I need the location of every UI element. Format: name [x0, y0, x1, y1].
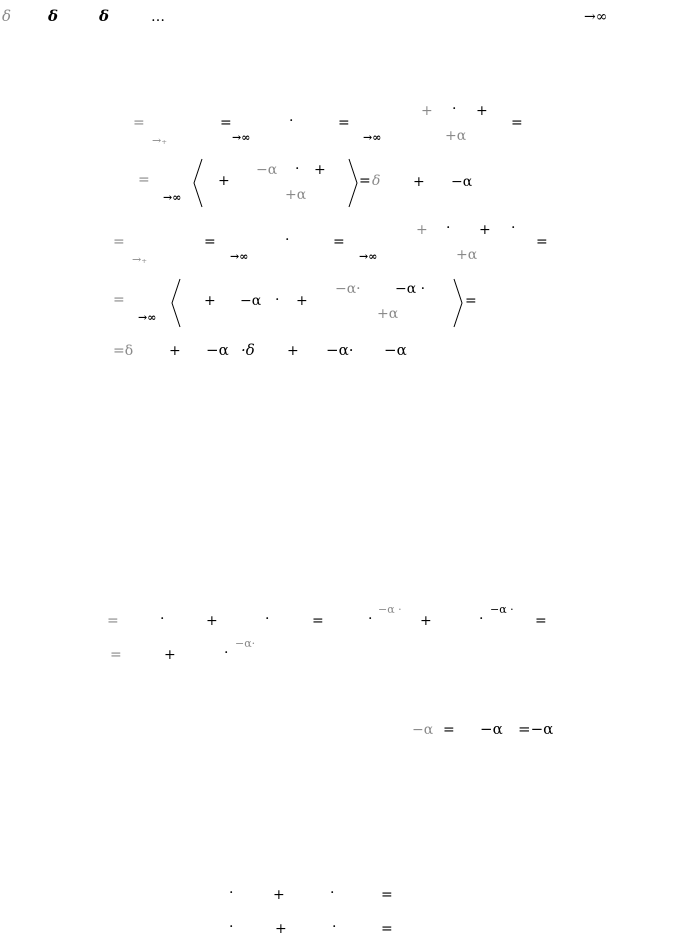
equals-delta: =δ [113, 343, 134, 359]
equals-sign: = [333, 234, 345, 250]
dot-operator: · [330, 885, 335, 901]
delta-symbol: δ [372, 173, 381, 189]
dot-operator: · [479, 611, 484, 627]
dot-operator: · [368, 611, 373, 627]
minus-alpha-dot: −α · [395, 281, 426, 297]
delta-symbol: δ [99, 7, 110, 25]
equals-sign: = [381, 887, 393, 903]
equals-sign: = [312, 613, 324, 629]
exponent-minus-alpha: −α · [378, 603, 402, 616]
plus-sign: + [218, 173, 230, 189]
arrow-infinity: →∞ [163, 191, 182, 204]
plus-sign: + [314, 162, 326, 178]
equals-sign: = [138, 172, 150, 188]
plus-sign: + [413, 174, 425, 190]
plus-alpha: +α [456, 247, 478, 263]
plus-sign: + [421, 103, 433, 119]
plus-alpha: +α [377, 306, 399, 322]
plus-sign: + [476, 103, 488, 119]
minus-alpha-dot: −α· [326, 341, 354, 359]
equals-sign: = [204, 234, 216, 250]
equals-sign: = [107, 613, 119, 629]
equals-sign: = [465, 293, 477, 309]
equals-sign: = [443, 722, 455, 738]
dot-operator: · [265, 611, 270, 627]
plus-sign: + [164, 647, 176, 663]
arrow-infinity: →∞ [232, 131, 251, 144]
plus-sign: + [275, 921, 287, 937]
minus-alpha: −α [451, 174, 473, 190]
arrow-infinity: →∞ [230, 250, 249, 263]
dot-operator: · [229, 885, 234, 901]
dot-operator: · [511, 220, 516, 236]
arrow-infinity: →∞ [584, 9, 608, 25]
dot-operator: · [160, 611, 165, 627]
dot-operator: · [295, 161, 300, 177]
minus-alpha: −α [206, 341, 229, 359]
plus-alpha: +α [445, 128, 467, 144]
equals-sign: = [359, 173, 371, 189]
equals-sign: = [535, 613, 547, 629]
minus-alpha-dot: −α· [335, 281, 361, 297]
equals-sign: = [536, 234, 548, 250]
ellipsis: … [151, 9, 165, 25]
dot-operator: · [275, 292, 280, 308]
exponent-minus-alpha: −α· [235, 637, 256, 650]
minus-alpha: −α [384, 341, 407, 359]
equals-sign: = [381, 921, 393, 937]
minus-alpha: −α [412, 722, 434, 738]
dot-operator: · [289, 113, 294, 129]
plus-sign: + [420, 613, 432, 629]
equals-sign: = [338, 115, 350, 131]
exponent-minus-alpha: −α · [490, 603, 514, 616]
minus-alpha: −α [240, 293, 262, 309]
equals-sign: = [113, 292, 125, 308]
equals-minus-alpha: =−α [518, 720, 554, 738]
plus-sign: + [287, 343, 299, 359]
arrow-plus: →₊ [132, 253, 148, 266]
plus-sign: + [416, 222, 428, 238]
dot-operator: · [332, 919, 337, 935]
equals-sign: = [220, 115, 232, 131]
equals-sign: = [113, 234, 125, 250]
equals-sign: = [511, 115, 523, 131]
equals-sign: = [133, 115, 145, 131]
delta-symbol: δ [2, 7, 12, 25]
plus-sign: + [296, 293, 308, 309]
arrow-plus: →₊ [152, 134, 168, 147]
dot-operator: · [452, 101, 457, 117]
arrow-infinity: →∞ [359, 250, 378, 263]
arrow-infinity: →∞ [363, 131, 382, 144]
equals-sign: = [110, 647, 122, 663]
dot-delta: ·δ [241, 341, 255, 359]
dot-operator: · [229, 919, 234, 935]
left-angle-bracket [170, 278, 182, 328]
minus-alpha: −α [480, 720, 503, 738]
arrow-infinity: →∞ [138, 311, 157, 324]
dot-operator: · [446, 220, 451, 236]
dot-operator: · [224, 645, 229, 661]
plus-sign: + [169, 343, 181, 359]
left-angle-bracket [192, 158, 204, 208]
right-angle-bracket [452, 278, 464, 328]
plus-sign: + [206, 613, 218, 629]
delta-symbol: δ [48, 7, 59, 25]
dot-operator: · [285, 232, 290, 248]
plus-sign: + [204, 293, 216, 309]
plus-sign: + [479, 222, 491, 238]
right-angle-bracket [347, 158, 359, 208]
plus-sign: + [273, 887, 285, 903]
plus-alpha: +α [285, 187, 307, 203]
minus-alpha: −α [256, 162, 278, 178]
